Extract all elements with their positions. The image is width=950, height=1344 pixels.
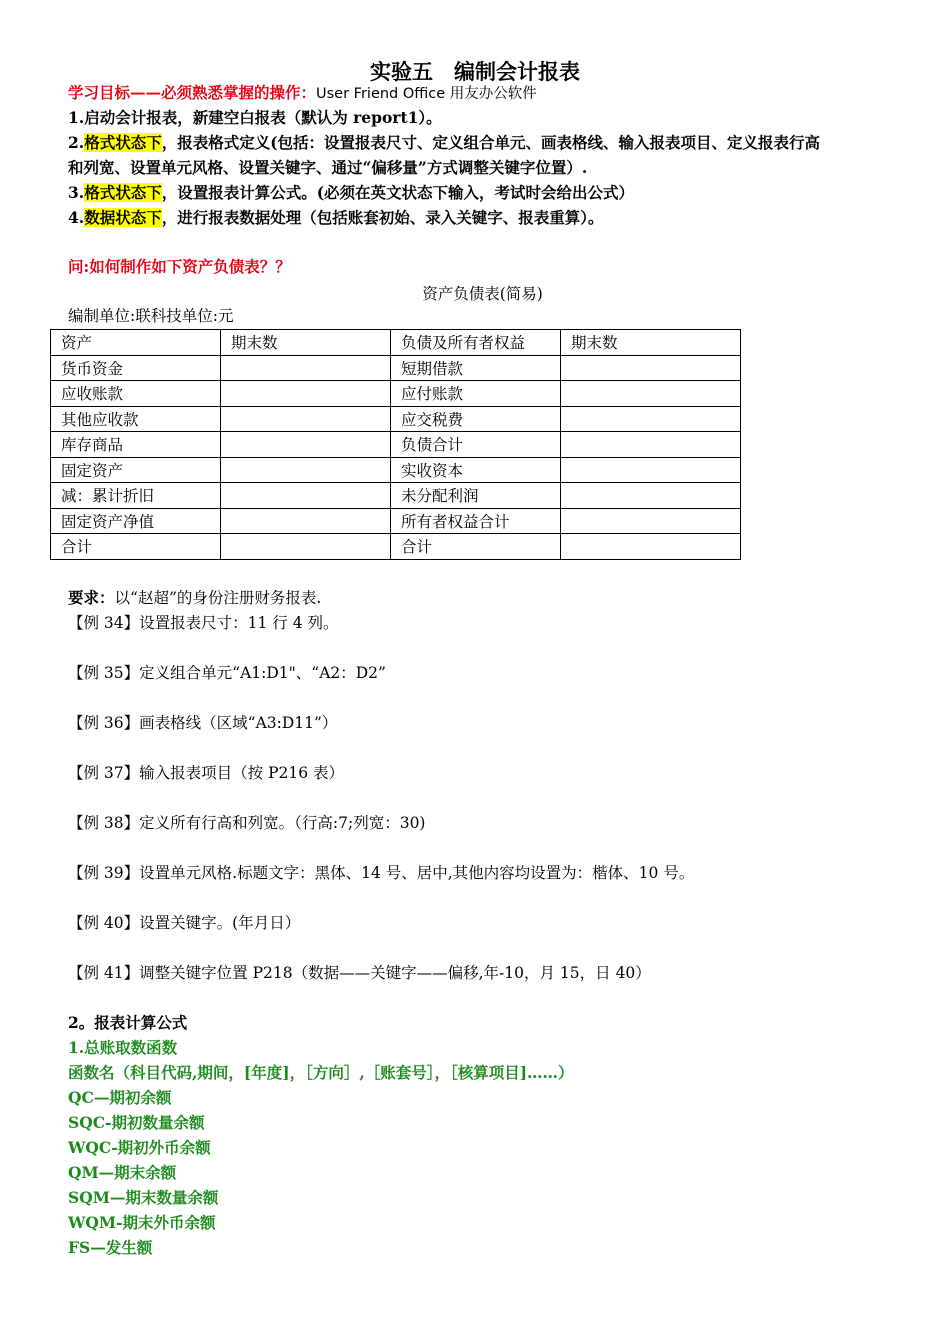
- formula-line: 1.总账取数函数: [68, 1038, 178, 1057]
- table-cell: 其他应收款: [51, 406, 221, 432]
- formula-line: SQM—期末数量余额: [68, 1188, 219, 1207]
- example-item: [68, 863, 694, 883]
- formula-line: SQC-期初数量余额: [68, 1113, 205, 1132]
- table-row: [51, 381, 741, 407]
- table-header-cell: 负债及所有者权益: [391, 330, 561, 356]
- step-3: 3.格式状态下，设置报表计算公式。(必须在英文状态下输入，考试时会给出公式）: [68, 183, 635, 202]
- example-item: [68, 663, 386, 683]
- unit-line: 编制单位:联科技单位:元: [68, 307, 234, 325]
- table-cell: 应收账款: [51, 381, 221, 407]
- table-cell: 固定资产净值: [51, 508, 221, 534]
- table-cell: 合计: [51, 534, 221, 560]
- example-text: 定义组合单元“A1:D1"、“A2：D2”: [139, 664, 386, 682]
- table-cell: [221, 406, 391, 432]
- example-tag: 【例 41】: [68, 964, 140, 982]
- table-cell: [221, 457, 391, 483]
- table-header-cell: 期末数: [221, 330, 391, 356]
- table-cell: [221, 381, 391, 407]
- table-row: [51, 355, 741, 381]
- table-row: [51, 483, 741, 509]
- example-item: [68, 613, 339, 633]
- example-text: 调整关键字位置 P218（数据——关键字——偏移,年-10，月 15，日 40）: [139, 964, 651, 982]
- table-cell: [561, 457, 741, 483]
- table-row: [51, 508, 741, 534]
- table-cell: [561, 381, 741, 407]
- table-header-cell: 期末数: [561, 330, 741, 356]
- step-2: 2.格式状态下，报表格式定义(包括：设置报表尺寸、定义组合单元、画表格线、输入报表项目、定义报表行高: [68, 133, 821, 152]
- example-text: 设置关键字。(年月日）: [139, 914, 301, 932]
- learning-goal: [68, 83, 537, 104]
- example-tag: 【例 37】: [68, 764, 140, 782]
- formula-line: QM—期末余额: [68, 1163, 177, 1182]
- table-cell: 应交税费: [391, 406, 561, 432]
- step-1: 1.启动会计报表，新建空白报表（默认为 report1）。: [68, 108, 442, 127]
- table-cell: 未分配利润: [391, 483, 561, 509]
- table-cell: [221, 508, 391, 534]
- example-tag: 【例 35】: [68, 664, 140, 682]
- example-tag: 【例 36】: [68, 714, 140, 732]
- data-state-highlight: 数据状态下: [84, 208, 162, 227]
- requirement-label: 要求：: [68, 588, 115, 607]
- example-text: 定义所有行高和列宽。（行高:7;列宽：30): [139, 814, 426, 832]
- table-cell: [561, 355, 741, 381]
- formula-line: QC—期初余额: [68, 1088, 172, 1107]
- example-item: [68, 763, 344, 783]
- table-row: [51, 406, 741, 432]
- format-state-highlight: 格式状态下: [84, 183, 162, 202]
- step-4: 4.数据状态下，进行报表数据处理（包括账套初始、录入关键字、报表重算）。: [68, 208, 604, 227]
- example-text: 画表格线（区域“A3:D11”）: [139, 714, 338, 732]
- example-tag: 【例 39】: [68, 864, 140, 882]
- table-cell: [221, 355, 391, 381]
- table-cell: 减：累计折旧: [51, 483, 221, 509]
- question: 问:如何制作如下资产负债表？？: [68, 257, 291, 276]
- example-text: 设置报表尺寸：11 行 4 列。: [139, 614, 339, 632]
- example-item: [68, 713, 337, 733]
- example-text: 设置单元风格.标题文字：黑体、14 号、居中,其他内容均设置为：楷体、10 号。: [139, 864, 695, 882]
- learning-goal-label: 学习目标——必须熟悉掌握的操作：: [68, 83, 317, 102]
- requirement: 要求：以“赵超”的身份注册财务报表.: [68, 588, 322, 607]
- table-cell: [561, 534, 741, 560]
- table-cell: 负债合计: [391, 432, 561, 458]
- table-cell: [561, 432, 741, 458]
- example-tag: 【例 34】: [68, 614, 140, 632]
- table-cell: 应付账款: [391, 381, 561, 407]
- table-cell: 合计: [391, 534, 561, 560]
- table-cell: 固定资产: [51, 457, 221, 483]
- table-cell: [561, 508, 741, 534]
- table-cell: 货币资金: [51, 355, 221, 381]
- table-cell: [561, 483, 741, 509]
- balance-sheet-table: [50, 329, 741, 560]
- table-row: [51, 432, 741, 458]
- formula-line: FS—发生额: [68, 1238, 153, 1257]
- example-item: [68, 963, 651, 983]
- table-cell: 所有者权益合计: [391, 508, 561, 534]
- table-cell: [221, 432, 391, 458]
- table-header-cell: 资产: [51, 330, 221, 356]
- page-title: 实验五 编制会计报表: [370, 60, 580, 84]
- table-header-row: [51, 330, 741, 356]
- example-item: [68, 913, 300, 933]
- table-cell: [221, 534, 391, 560]
- table-cell: 实收资本: [391, 457, 561, 483]
- step-2-continued: 和列宽、设置单元风格、设置关键字、通过“偏移量”方式调整关键字位置）.: [68, 158, 588, 177]
- table-caption: 资产负债表(简易): [422, 285, 543, 303]
- table-cell: 库存商品: [51, 432, 221, 458]
- table-row: [51, 534, 741, 560]
- software-name: User Friend Office 用友办公软件: [316, 86, 537, 102]
- section-2-heading: 2。报表计算公式: [68, 1013, 188, 1032]
- table-row: [51, 457, 741, 483]
- example-text: 输入报表项目（按 P216 表）: [139, 764, 345, 782]
- example-item: [68, 813, 425, 833]
- example-tag: 【例 38】: [68, 814, 140, 832]
- table-cell: [561, 406, 741, 432]
- format-state-highlight: 格式状态下: [84, 133, 162, 152]
- table-cell: 短期借款: [391, 355, 561, 381]
- table-cell: [221, 483, 391, 509]
- formula-line: WQC-期初外币余额: [68, 1138, 211, 1157]
- example-tag: 【例 40】: [68, 914, 140, 932]
- formula-line: WQM-期末外币余额: [68, 1213, 216, 1232]
- formula-line: 函数名（科目代码,期间，[年度]，［方向］,［账套号］，［核算项目]……）: [68, 1063, 574, 1082]
